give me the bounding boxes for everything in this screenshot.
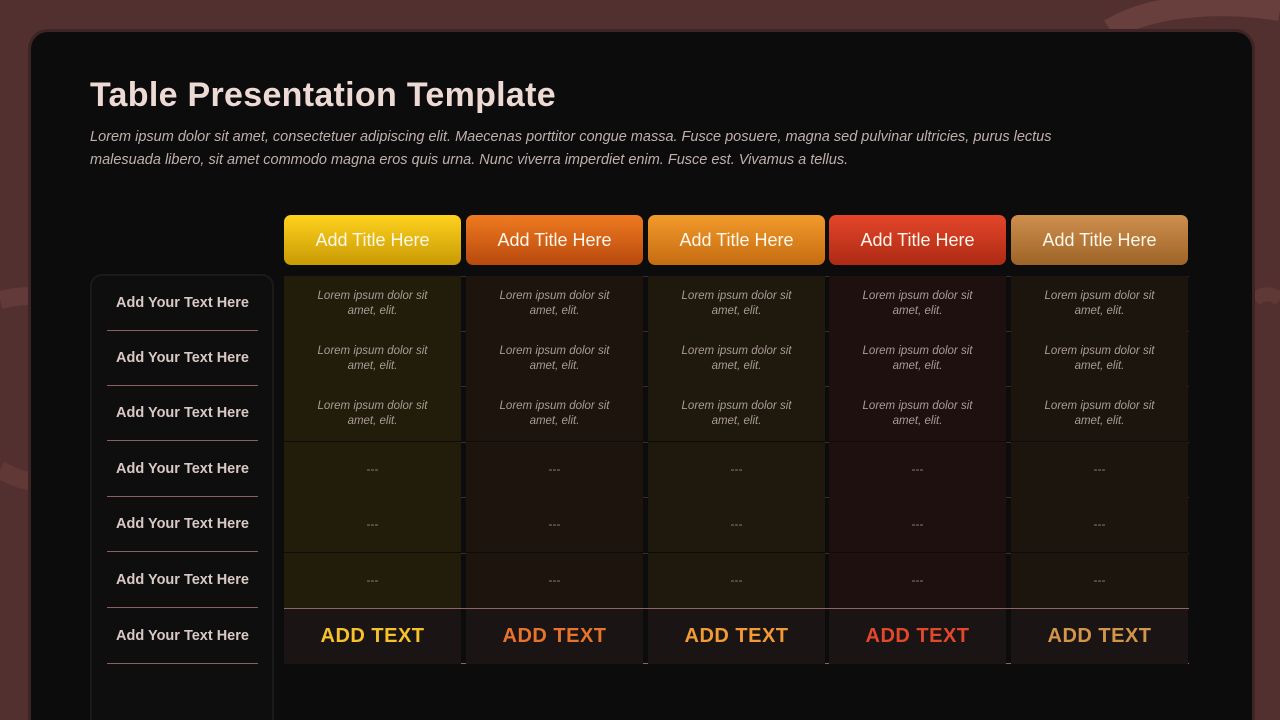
column-header-1: Add Title Here (284, 215, 461, 265)
table-cell: Lorem ipsum dolor sit amet, elit. (466, 276, 643, 331)
table-cell: Lorem ipsum dolor sit amet, elit. (284, 276, 461, 331)
table-cell: --- (284, 442, 461, 497)
table-column-5 (1011, 215, 1188, 647)
table-cell: --- (1011, 553, 1188, 608)
table-cell: --- (829, 442, 1006, 497)
table-column-4 (829, 215, 1006, 647)
table-cell: Lorem ipsum dolor sit amet, elit. (829, 386, 1006, 441)
table-cell: Lorem ipsum dolor sit amet, elit. (648, 276, 825, 331)
table-cell: --- (648, 497, 825, 552)
table-cell: --- (829, 553, 1006, 608)
table-cell: --- (466, 442, 643, 497)
table-cell: Lorem ipsum dolor sit amet, elit. (1011, 331, 1188, 386)
table-cell: --- (829, 497, 1006, 552)
table-cell: Lorem ipsum dolor sit amet, elit. (648, 331, 825, 386)
row-label-6: Add Your Text Here (107, 553, 258, 608)
row-label-7: Add Your Text Here (107, 609, 258, 664)
row-label-3: Add Your Text Here (107, 386, 258, 441)
column-footer-4: ADD TEXT (829, 609, 1006, 664)
table-cell: Lorem ipsum dolor sit amet, elit. (1011, 386, 1188, 441)
row-label-4: Add Your Text Here (107, 442, 258, 497)
column-header-3: Add Title Here (648, 215, 825, 265)
table-cell: --- (466, 553, 643, 608)
table-cell: Lorem ipsum dolor sit amet, elit. (284, 386, 461, 441)
table-cell: Lorem ipsum dolor sit amet, elit. (829, 331, 1006, 386)
row-label-1: Add Your Text Here (107, 276, 258, 331)
table-cell: --- (648, 442, 825, 497)
column-header-4: Add Title Here (829, 215, 1006, 265)
table-cell: --- (284, 497, 461, 552)
page-description: Lorem ipsum dolor sit amet, consectetuer adipiscing elit. Maecenas porttitor congue massa. Fusce posuere, magna sed pulvinar ultricies, purus lectus malesuada libero, sit amet commodo magna eros quis urna. Nunc viverra imperdiet enim. Fusce est. Vivamus a tellus. (90, 129, 1052, 168)
table-cell: --- (466, 497, 643, 552)
table-cell: Lorem ipsum dolor sit amet, elit. (1011, 276, 1188, 331)
table-cell: Lorem ipsum dolor sit amet, elit. (466, 331, 643, 386)
column-footer-1: ADD TEXT (284, 609, 461, 664)
column-footer-3: ADD TEXT (648, 609, 825, 664)
table-column-1 (284, 215, 461, 647)
table-cell: --- (284, 553, 461, 608)
table-cell: Lorem ipsum dolor sit amet, elit. (466, 386, 643, 441)
table-cell: Lorem ipsum dolor sit amet, elit. (648, 386, 825, 441)
column-header-2: Add Title Here (466, 215, 643, 265)
row-label-2: Add Your Text Here (107, 331, 258, 386)
table-cell: --- (1011, 497, 1188, 552)
table-column-3 (648, 215, 825, 647)
table-cell: --- (648, 553, 825, 608)
table-cell: Lorem ipsum dolor sit amet, elit. (829, 276, 1006, 331)
row-label-5: Add Your Text Here (107, 497, 258, 552)
table-cell: Lorem ipsum dolor sit amet, elit. (284, 331, 461, 386)
column-footer-2: ADD TEXT (466, 609, 643, 664)
column-header-5: Add Title Here (1011, 215, 1188, 265)
table-cell: --- (1011, 442, 1188, 497)
table-column-2 (466, 215, 643, 647)
page-title: Table Presentation Template (90, 76, 556, 114)
column-footer-5: ADD TEXT (1011, 609, 1188, 664)
